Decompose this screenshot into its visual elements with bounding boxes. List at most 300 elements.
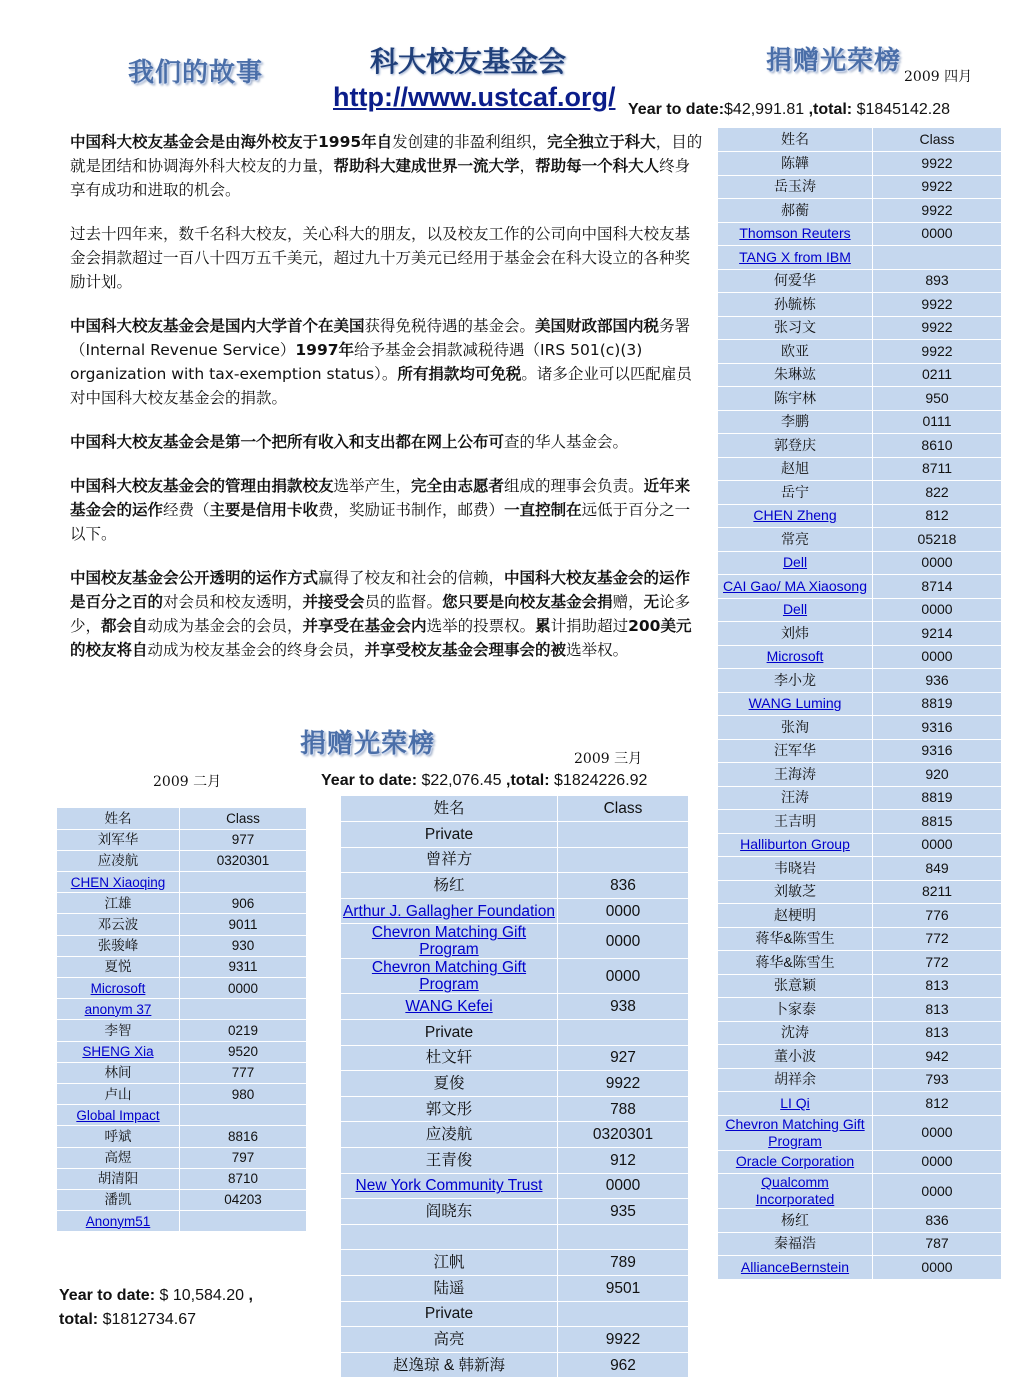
donor-class-cell: 04203 — [180, 1189, 307, 1210]
donor-name-cell — [718, 786, 873, 810]
table-row — [718, 927, 1002, 951]
comma: , — [248, 1287, 253, 1304]
donor-class-cell: 05218 — [873, 528, 1002, 552]
donor-link[interactable]: AllianceBernstein — [740, 1258, 850, 1275]
donor-name: 沈涛 — [781, 1024, 809, 1041]
table-row — [718, 1174, 1002, 1209]
story-text-run: 累 — [535, 617, 551, 635]
donor-name: 陈韡 — [781, 154, 809, 171]
table-row — [718, 904, 1002, 928]
story-text-run: 您只要是向校友基金会捐 — [442, 593, 613, 611]
story-text-run: 完全独立于科大 — [547, 133, 656, 151]
story-text-run: 都会自 — [101, 617, 148, 635]
donor-class-cell: 789 — [558, 1250, 689, 1276]
donor-name: 何爱华 — [774, 272, 816, 289]
march-date: 2009 三月 — [574, 751, 643, 767]
donor-class-cell: 9316 — [873, 739, 1002, 763]
donor-link[interactable]: LI Qi — [780, 1094, 810, 1111]
donor-name: Private — [424, 1023, 474, 1041]
table-row — [718, 1021, 1002, 1045]
table-row — [718, 763, 1002, 787]
donor-link[interactable]: Microsoft — [90, 980, 146, 996]
donor-class-cell: 9922 — [558, 1327, 689, 1353]
donor-name: 陆遥 — [433, 1279, 465, 1297]
donor-class-cell: 8610 — [873, 434, 1002, 458]
story-paragraph — [70, 430, 704, 454]
donor-name: 岳宁 — [781, 483, 809, 500]
donor-name-cell — [718, 645, 873, 669]
donor-name-cell — [57, 935, 180, 956]
table-row — [57, 850, 307, 871]
table-row — [57, 1083, 307, 1104]
donor-name-cell — [718, 1150, 873, 1174]
donor-class-cell: 9011 — [180, 914, 307, 935]
donor-name-cell — [718, 1021, 873, 1045]
donor-class-cell: 9311 — [180, 956, 307, 977]
donor-class-cell: 787 — [873, 1232, 1002, 1256]
donor-class-cell — [558, 1020, 689, 1046]
donor-name-cell — [718, 1256, 873, 1280]
story-text-run: 对会员和校友透明， — [163, 593, 303, 611]
name-header: 姓名 — [341, 796, 558, 822]
table-row — [718, 1115, 1002, 1150]
story-text-run: 赢得了校友和社会的信赖， — [318, 569, 505, 587]
table-row — [341, 1148, 689, 1174]
donor-class-cell: 0000 — [873, 1174, 1002, 1209]
donor-class-cell: 9922 — [873, 316, 1002, 340]
table-row — [57, 872, 307, 893]
donor-class-cell: 8211 — [873, 880, 1002, 904]
table-row — [718, 1092, 1002, 1116]
donor-name-cell — [57, 872, 180, 893]
table-row — [718, 1256, 1002, 1280]
table-row — [718, 692, 1002, 716]
donor-name: 蒋华&陈雪生 — [755, 953, 835, 970]
total-value: $1812734.67 — [102, 1311, 196, 1328]
table-row — [718, 786, 1002, 810]
donor-name-cell — [718, 692, 873, 716]
story-text-run: 终身享有成功和进取的机会。 — [70, 157, 691, 199]
donor-class-cell: 0000 — [873, 598, 1002, 622]
story-text-run: 中国科大校友基金会的管理由捐款校友 — [70, 477, 334, 495]
donor-link[interactable]: New York Community Trust — [355, 1177, 543, 1195]
donor-name-cell — [341, 1045, 558, 1071]
april-donor-table — [718, 128, 1002, 1280]
donor-name-cell — [718, 340, 873, 364]
table-row — [718, 833, 1002, 857]
donor-class-cell: 777 — [180, 1062, 307, 1083]
donor-class-cell: 0000 — [873, 833, 1002, 857]
story-text-run: 所有捐款均可免税 — [397, 365, 522, 383]
table-row — [341, 924, 689, 959]
total-value: $1824226.92 — [554, 772, 648, 789]
table-row — [718, 551, 1002, 575]
donor-class-cell: 906 — [180, 893, 307, 914]
table-row — [57, 1126, 307, 1147]
donor-name-cell — [718, 763, 873, 787]
table-row — [57, 1211, 307, 1232]
donor-class-cell: 9922 — [558, 1071, 689, 1097]
table-row — [718, 340, 1002, 364]
story-text-run: 计捐助超过 — [550, 617, 629, 635]
table-row — [718, 1209, 1002, 1233]
table-row — [718, 387, 1002, 411]
donor-name: 应凌航 — [97, 853, 139, 869]
donor-name-cell — [718, 152, 873, 176]
donor-class-cell: 9922 — [873, 293, 1002, 317]
donor-link[interactable]: Microsoft — [766, 648, 824, 665]
story-text-run: 查的华人基金会。 — [504, 433, 629, 451]
donor-name-cell — [341, 924, 558, 959]
donor-name: 张习文 — [774, 319, 816, 336]
table-row — [718, 269, 1002, 293]
donor-class-cell: 912 — [558, 1148, 689, 1174]
table-row — [341, 1224, 689, 1250]
table-row — [341, 1122, 689, 1148]
donor-name-cell — [718, 598, 873, 622]
table-row — [341, 959, 689, 994]
donor-name: 胡祥余 — [774, 1071, 816, 1088]
donor-link[interactable]: Chevron Matching Gift Program — [371, 924, 527, 959]
donor-class-cell: 776 — [873, 904, 1002, 928]
ytd-value: $22,076.45 — [421, 772, 502, 789]
donor-class-cell: 0000 — [873, 645, 1002, 669]
table-row — [57, 999, 307, 1020]
donor-class-cell: 938 — [558, 994, 689, 1020]
donor-link[interactable]: Halliburton Group — [740, 836, 850, 853]
february-donor-table — [57, 808, 307, 1232]
donor-name-cell — [57, 1189, 180, 1210]
table-row — [718, 810, 1002, 834]
story-text-run: 近年来基金会的运作 — [70, 477, 691, 519]
donor-name-cell — [57, 1211, 180, 1232]
donor-name: 岳玉涛 — [774, 178, 816, 195]
story-text-run: 中国科大校友基金会的运作是百分之百的 — [70, 569, 691, 611]
donor-class-cell: 920 — [873, 763, 1002, 787]
table-row — [718, 457, 1002, 481]
donor-link[interactable]: SHENG Xia — [82, 1044, 154, 1060]
table-row — [57, 893, 307, 914]
table-row — [341, 822, 689, 848]
donor-name-cell — [57, 1126, 180, 1147]
donor-name-cell — [718, 269, 873, 293]
story-text-run: 主要是信用卡收 — [209, 501, 319, 519]
donor-name-cell — [341, 1199, 558, 1225]
ytd-value: $42,991.81 — [724, 101, 805, 118]
story-text-run: 获得免税待遇的基金会。 — [364, 317, 536, 335]
donor-name: 王吉明 — [774, 812, 816, 829]
table-header-row — [341, 796, 689, 822]
donor-name-cell — [718, 1092, 873, 1116]
story-text-run: 发创建的非盈利组织， — [392, 133, 548, 151]
donor-name-cell — [718, 316, 873, 340]
story-text-run: 选举产生， — [333, 477, 412, 495]
donor-name-cell — [341, 994, 558, 1020]
donor-link[interactable]: WANG Luming — [748, 695, 842, 712]
donor-name-cell — [341, 1276, 558, 1302]
donor-link[interactable]: Arthur J. Gallagher Foundation — [343, 902, 555, 920]
table-row — [57, 1105, 307, 1126]
donor-name-cell — [718, 974, 873, 998]
story-text-run: 并享受校友基金会理事会的被 — [364, 641, 567, 659]
donor-name: 张洵 — [781, 718, 809, 735]
donor-name: 邓云波 — [97, 917, 139, 933]
ytd-label: Year to date: — [321, 772, 418, 789]
donor-name-cell — [341, 847, 558, 873]
donor-name-cell — [718, 1068, 873, 1092]
table-row — [718, 951, 1002, 975]
donor-name-cell — [341, 1148, 558, 1174]
table-row — [718, 434, 1002, 458]
table-row — [718, 974, 1002, 998]
donor-name: Private — [424, 825, 474, 843]
story-text-run: 经费（ — [163, 501, 210, 519]
donor-class-cell: 893 — [873, 269, 1002, 293]
donor-name: 夏俊 — [433, 1075, 465, 1093]
class-header: Class — [180, 808, 307, 829]
table-row — [341, 1173, 689, 1199]
donor-link[interactable]: anonym 37 — [84, 1001, 152, 1017]
table-row — [718, 1150, 1002, 1174]
donor-name-cell — [57, 829, 180, 850]
donor-class-cell: 772 — [873, 951, 1002, 975]
donor-link[interactable]: Oracle Corporation — [735, 1153, 855, 1170]
donor-class-cell: 8819 — [873, 692, 1002, 716]
donor-name-cell — [718, 246, 873, 270]
donor-link[interactable]: CHEN Xiaoqing — [70, 874, 166, 890]
table-row — [718, 410, 1002, 434]
donor-class-cell: 836 — [873, 1209, 1002, 1233]
donor-name: 赵逸琼 & 韩新海 — [393, 1356, 505, 1374]
honor-title: 捐赠光荣榜 — [766, 46, 902, 76]
donor-name-cell — [718, 199, 873, 223]
donor-name: 郭文彤 — [425, 1100, 473, 1118]
donor-class-cell: 0000 — [558, 924, 689, 959]
donor-name: 李智 — [104, 1022, 132, 1038]
story-text-run: 选举的投票权。 — [426, 617, 536, 635]
donor-link[interactable]: CAI Gao/ MA Xiaosong — [723, 577, 867, 594]
donor-name-cell — [718, 1232, 873, 1256]
donor-name: 杨红 — [781, 1211, 809, 1228]
donor-name-cell — [341, 1071, 558, 1097]
donor-link[interactable]: Qualcomm Incorporated — [755, 1174, 835, 1207]
donor-name-cell — [718, 222, 873, 246]
donor-name-cell — [718, 551, 873, 575]
story-text-run: 1997年 — [295, 341, 355, 359]
donor-name-cell — [341, 959, 558, 994]
donor-class-cell — [558, 822, 689, 848]
donor-name: 郭登庆 — [774, 436, 816, 453]
donor-class-cell — [180, 1211, 307, 1232]
donor-link[interactable]: Chevron Matching Gift Program — [371, 959, 527, 994]
story-text — [70, 130, 704, 682]
story-text-run: 组成的理事会 — [504, 477, 598, 495]
story-text-run: 帮助科大建成世界一流大学 — [333, 157, 520, 175]
table-row — [718, 293, 1002, 317]
table-row — [57, 956, 307, 977]
donor-name: 江帆 — [433, 1254, 465, 1272]
donor-name-cell — [57, 1147, 180, 1168]
donor-class-cell: 8819 — [873, 786, 1002, 810]
story-text-run: 远低于百分之一以下。 — [70, 501, 691, 543]
story-text-run: 财政部国内税 — [566, 317, 660, 335]
table-row — [57, 1020, 307, 1041]
donor-link[interactable]: Thomson Reuters — [739, 225, 851, 242]
donor-name: 高亮 — [433, 1330, 465, 1348]
donor-name-cell — [341, 898, 558, 924]
donor-name-cell — [57, 1083, 180, 1104]
donor-class-cell: 9520 — [180, 1041, 307, 1062]
donor-name-cell — [341, 873, 558, 899]
donor-name: 张骏峰 — [97, 938, 139, 954]
donor-class-cell — [180, 1105, 307, 1126]
donor-name-cell — [341, 1224, 558, 1250]
org-title: 科大校友基金会 — [370, 45, 567, 78]
donor-name: 高煜 — [104, 1150, 132, 1166]
table-row — [718, 669, 1002, 693]
donor-link[interactable]: CHEN Zheng — [753, 507, 837, 524]
table-row — [718, 246, 1002, 270]
donor-name-cell — [57, 1041, 180, 1062]
donor-class-cell: 0000 — [873, 222, 1002, 246]
donor-class-cell: 980 — [180, 1083, 307, 1104]
donor-class-cell: 942 — [873, 1045, 1002, 1069]
table-row — [341, 1250, 689, 1276]
donor-name: 赵梗明 — [774, 906, 816, 923]
donor-name-cell — [718, 1045, 873, 1069]
donor-class-cell: 0111 — [873, 410, 1002, 434]
donor-link[interactable]: WANG Kefei — [405, 998, 493, 1016]
table-row — [57, 914, 307, 935]
donor-class-cell: 836 — [558, 873, 689, 899]
story-text-run: 动成为基金会的会员， — [147, 617, 303, 635]
donor-class-cell: 772 — [873, 927, 1002, 951]
donor-link[interactable]: Global Impact — [76, 1107, 160, 1123]
total-label: total: — [59, 1311, 99, 1328]
donor-name-cell — [57, 978, 180, 999]
donor-class-cell: 0000 — [558, 959, 689, 994]
donor-name: 孙毓栋 — [774, 295, 816, 312]
story-text-run: 中国科大校友基金会是由海外校友于1995年自 — [70, 133, 393, 151]
donor-class-cell: 813 — [873, 1021, 1002, 1045]
story-text-run: 务署（Internal Revenue Service） — [70, 317, 691, 359]
donor-name-cell — [718, 904, 873, 928]
donor-name: 董小波 — [774, 1047, 816, 1064]
donor-name-cell — [718, 363, 873, 387]
our-story-title: 我们的故事 — [128, 58, 264, 88]
story-text-run: 中国科大校友基金会是第一个把所有收入和支出都在网上公布可 — [70, 433, 505, 451]
donor-class-cell: 0000 — [558, 898, 689, 924]
story-text-run: 团结和协调海外科大校友的力量， — [101, 157, 334, 175]
donor-class-cell — [873, 246, 1002, 270]
donor-name: 汪涛 — [781, 789, 809, 806]
donor-name: 潘凯 — [104, 1192, 132, 1208]
class-header: Class — [558, 796, 689, 822]
donor-link[interactable]: TANG X from IBM — [739, 248, 851, 265]
donor-name: Private — [424, 1305, 474, 1323]
story-text-run: 美国 — [535, 317, 567, 335]
table-row — [718, 1068, 1002, 1092]
table-row — [718, 998, 1002, 1022]
donor-link[interactable]: Chevron Matching Gift Program — [725, 1115, 865, 1149]
donor-name: 朱琳竑 — [774, 366, 816, 383]
donor-name-cell — [57, 1062, 180, 1083]
donor-class-cell: 0000 — [873, 1256, 1002, 1280]
donor-name-cell — [718, 927, 873, 951]
story-text-run: 并享受在基金会内 — [302, 617, 427, 635]
donor-name-cell — [341, 822, 558, 848]
donor-class-cell: 9501 — [558, 1276, 689, 1302]
donor-class-cell: 788 — [558, 1096, 689, 1122]
donor-name: 曾祥方 — [425, 851, 473, 869]
donor-name-cell — [341, 1250, 558, 1276]
donor-class-cell: 962 — [558, 1352, 689, 1378]
table-row — [341, 1276, 689, 1302]
donor-class-cell: 9922 — [873, 340, 1002, 364]
donor-class-cell: 0000 — [558, 1173, 689, 1199]
donor-name: 王青俊 — [425, 1151, 473, 1169]
donor-name-cell — [718, 880, 873, 904]
story-text-run: 动成为校友基金会的 — [147, 641, 288, 659]
donor-link[interactable]: Dell — [782, 554, 808, 571]
table-row — [718, 528, 1002, 552]
donor-class-cell: 0000 — [180, 978, 307, 999]
donor-name-cell — [57, 1020, 180, 1041]
story-text-run: 终身会员， — [287, 641, 365, 659]
table-row — [341, 898, 689, 924]
donor-class-cell — [558, 1224, 689, 1250]
donor-name: 林间 — [104, 1065, 132, 1081]
org-url-link[interactable]: http://www.ustcaf.org/ — [333, 82, 616, 112]
donor-class-cell: 935 — [558, 1199, 689, 1225]
table-row — [718, 175, 1002, 199]
donor-class-cell: 793 — [873, 1068, 1002, 1092]
april-ytd — [628, 101, 950, 119]
story-text-run: 论多少， — [70, 593, 691, 635]
story-text-run: 过去十四年来，数千名科大校友，关心科大的朋友，以及校友工作的公司向中国科大校友基金会捐款超过一百八十四万五千美元，超过九十万美元已经用于基金会在科大设立的各种奖励计划。 — [70, 225, 691, 291]
donor-name: 韦晓岩 — [774, 859, 816, 876]
table-header-row — [718, 128, 1002, 152]
donor-class-cell: 813 — [873, 998, 1002, 1022]
donor-name: 陈宇林 — [774, 389, 816, 406]
donor-name-cell — [718, 528, 873, 552]
table-row — [341, 1045, 689, 1071]
donor-class-cell: 927 — [558, 1045, 689, 1071]
table-row — [57, 935, 307, 956]
donor-name-cell — [718, 175, 873, 199]
donor-name: 呼斌 — [104, 1128, 132, 1144]
story-text-run: ， — [519, 157, 536, 175]
donor-name: 刘敏芝 — [774, 883, 816, 900]
donor-name-cell — [341, 1352, 558, 1378]
donor-name: 阎晓东 — [425, 1203, 473, 1221]
table-row — [718, 481, 1002, 505]
donor-name: 汪军华 — [774, 742, 816, 759]
donor-name: 胡清阳 — [97, 1171, 139, 1187]
story-text-run: 给予基金会捐款减税待遇（IRS 501(c)(3) organization with tax-exemption status）。 — [70, 341, 643, 383]
donor-class-cell: 8711 — [873, 457, 1002, 481]
donor-name-cell — [341, 1173, 558, 1199]
story-text-run: 并接受会 — [302, 593, 365, 611]
donor-link[interactable]: Anonym51 — [85, 1213, 151, 1229]
donor-name-cell — [718, 481, 873, 505]
donor-name-cell — [57, 850, 180, 871]
donor-link[interactable]: Dell — [782, 601, 808, 618]
donor-class-cell — [558, 1301, 689, 1327]
table-row — [341, 1327, 689, 1353]
donor-name: 秦福浩 — [774, 1235, 816, 1252]
table-row — [718, 575, 1002, 599]
